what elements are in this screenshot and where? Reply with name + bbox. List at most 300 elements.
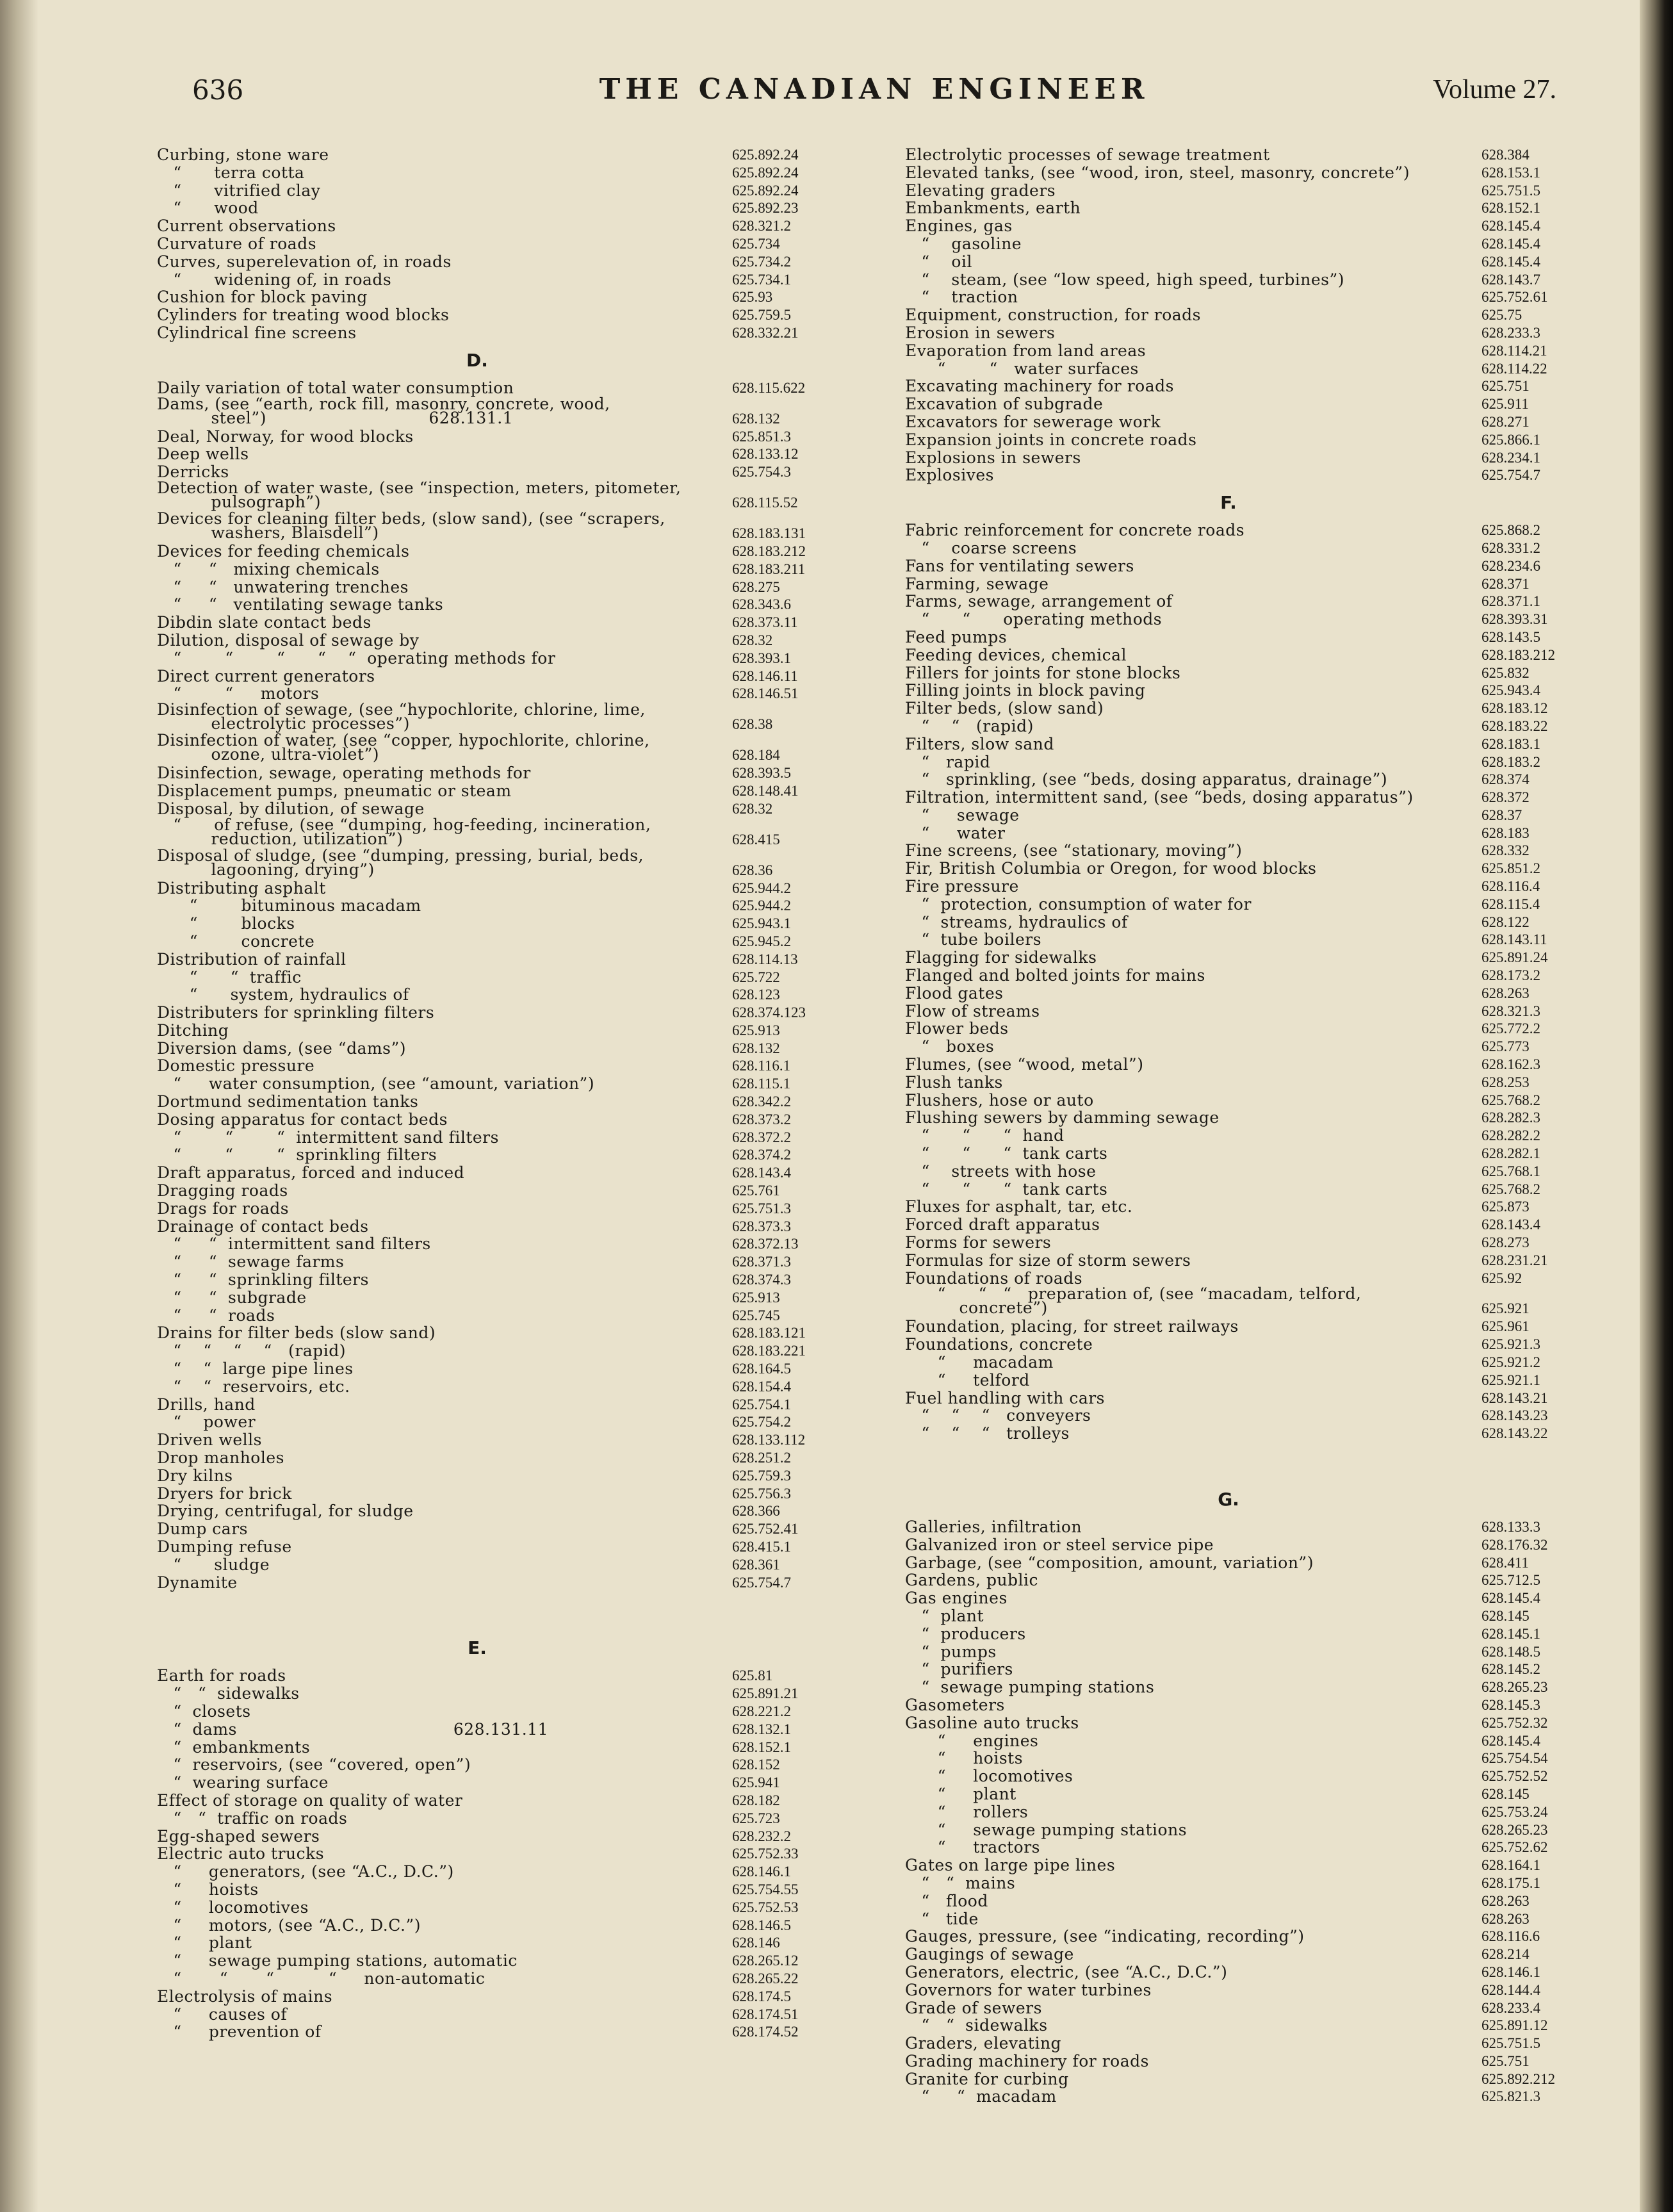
classification-number: 628.263 xyxy=(1481,1910,1530,1927)
index-entry xyxy=(157,1413,797,1431)
index-entry-text: “ “ subgrade xyxy=(157,1288,307,1307)
index-entry-text: “ streets with hose xyxy=(905,1161,1097,1181)
classification-number: 625.941 xyxy=(732,1774,780,1791)
classification-number: 628.174.52 xyxy=(732,2024,799,2040)
index-entry-text: Flushers, hose or auto xyxy=(905,1090,1094,1110)
classification-number: 628.174.51 xyxy=(732,2006,799,2022)
index-column-left xyxy=(157,145,806,2042)
index-entry xyxy=(905,2088,1552,2106)
index-entry xyxy=(905,146,1552,164)
index-entry xyxy=(157,1970,797,1988)
classification-number: 625.734.2 xyxy=(732,253,791,270)
classification-number: 628.145.3 xyxy=(1481,1696,1540,1713)
index-entry-text: Foundations of roads xyxy=(905,1268,1083,1288)
classification-number: 628.265.23 xyxy=(1481,1821,1548,1838)
index-entry xyxy=(905,878,1552,896)
classification-number: 628.162.3 xyxy=(1481,1056,1540,1073)
classification-number: 628.183.22 xyxy=(1481,717,1548,734)
classification-number: 628.372.13 xyxy=(732,1236,799,1252)
index-entry xyxy=(157,1200,797,1218)
index-entry xyxy=(157,1739,797,1757)
classification-number: 628.148.5 xyxy=(1481,1643,1540,1660)
classification-number: 628.253 xyxy=(1481,1074,1530,1090)
index-entry-text: Flushing sewers by damming sewage xyxy=(905,1108,1220,1127)
index-entry-text: Foundations, concrete xyxy=(905,1335,1093,1354)
index-entry xyxy=(157,1040,797,1058)
classification-number: 628.373.3 xyxy=(732,1218,791,1234)
index-entry xyxy=(905,860,1552,878)
index-entry xyxy=(905,913,1552,931)
index-entry xyxy=(905,1732,1552,1750)
classification-number: 628.115.4 xyxy=(1481,896,1540,912)
classification-number: 625.754.2 xyxy=(732,1414,791,1430)
index-entry xyxy=(157,650,797,668)
index-entry-text: “ “ operating methods xyxy=(905,610,1163,629)
classification-number: 628.184 xyxy=(732,747,780,764)
index-entry xyxy=(905,1092,1552,1110)
classification-number: 628.143.5 xyxy=(1481,628,1540,645)
classification-number: 625.751 xyxy=(1481,2052,1530,2069)
index-entry xyxy=(905,1714,1552,1732)
index-entry xyxy=(157,217,797,235)
classification-number: 628.182 xyxy=(732,1792,780,1808)
index-entry-text: “ tractors xyxy=(905,1838,1040,1857)
index-entry xyxy=(905,342,1552,360)
classification-number: 628.374.3 xyxy=(732,1272,791,1288)
index-entry xyxy=(905,1803,1552,1821)
index-entry-text: “ rollers xyxy=(905,1802,1029,1821)
index-entry-text: Current observations xyxy=(157,217,336,236)
index-entry xyxy=(905,1767,1552,1785)
index-entry-text: “ reservoirs, (see “covered, open”) xyxy=(157,1755,471,1774)
index-entry xyxy=(157,1556,797,1574)
index-entry-text: “ “ water surfaces xyxy=(905,359,1139,378)
index-entry xyxy=(157,1235,797,1253)
index-entry-text: “ “ unwatering trenches xyxy=(157,577,409,596)
index-entry-text: Fluxes for asphalt, tar, etc. xyxy=(905,1197,1133,1217)
index-entry-text: Flanged and bolted joints for mains xyxy=(905,966,1205,985)
classification-number: 625.752.53 xyxy=(732,1899,799,1915)
index-entry-text: “ flood xyxy=(905,1891,988,1910)
classification-number: 628.282.1 xyxy=(1481,1145,1540,1162)
index-entry xyxy=(157,1430,806,1450)
classification-number: 628.343.6 xyxy=(732,596,791,613)
index-entry xyxy=(157,915,797,933)
index-column-right xyxy=(905,145,1555,2106)
index-entry xyxy=(157,271,797,289)
classification-number: 625.943.1 xyxy=(732,915,791,932)
index-entry-text: Curves, superelevation of, in roads xyxy=(157,252,452,271)
classification-number: 628.374.2 xyxy=(732,1147,791,1163)
classification-number: 628.143.21 xyxy=(1481,1389,1548,1406)
index-entry-text: “ “ mixing chemicals xyxy=(157,559,380,578)
index-entry-text: “ coarse screens xyxy=(905,538,1077,557)
index-entry-text: Gaugings of sewage xyxy=(905,1945,1074,1964)
section-letter-heading: D. xyxy=(466,349,488,371)
index-entry xyxy=(905,1318,1552,1336)
index-entry xyxy=(905,1284,1552,1318)
classification-number: 628.133.112 xyxy=(732,1432,806,1448)
index-entry-text: “ sprinkling, (see “beds, dosing apparatus, drainage”) xyxy=(905,770,1388,789)
classification-number: 625.913 xyxy=(732,1289,780,1306)
index-entry xyxy=(905,575,1552,593)
classification-number: 628.115.1 xyxy=(732,1076,791,1092)
index-entry-text: Formulas for size of storm sewers xyxy=(905,1250,1191,1270)
classification-number: 628.371 xyxy=(1481,575,1530,592)
classification-number: 628.154.4 xyxy=(732,1378,791,1395)
classification-number: 625.93 xyxy=(732,289,773,306)
index-entry-text: “ gasoline xyxy=(905,234,1022,253)
classification-number: 628.145.4 xyxy=(1481,1590,1540,1607)
page-header xyxy=(192,69,1556,114)
classification-number: 628.132 xyxy=(732,410,780,427)
index-entry-text: Flumes, (see “wood, metal”) xyxy=(905,1055,1144,1074)
index-entry-text: Excavating machinery for roads xyxy=(905,377,1174,396)
index-entry xyxy=(905,539,1552,557)
index-entry-text: “ “ “ intermittent sand filters xyxy=(157,1127,499,1147)
index-entry xyxy=(157,733,797,764)
index-entry-text: Direct current generators xyxy=(157,666,375,685)
index-entry-text: “ purifiers xyxy=(905,1660,1013,1679)
index-entry xyxy=(157,1360,797,1378)
index-entry-text: “ sewage xyxy=(905,805,1020,824)
index-entry xyxy=(905,1839,1552,1856)
classification-number: 628.143.4 xyxy=(732,1165,791,1181)
section-gap xyxy=(157,1591,797,1630)
index-entry xyxy=(157,1721,797,1739)
classification-number: 628.143.11 xyxy=(1481,931,1547,948)
index-entry-text: Earth for roads xyxy=(157,1666,286,1685)
index-entry xyxy=(157,445,797,463)
classification-number: 625.851.2 xyxy=(1481,860,1540,877)
index-entry-text: “ “ “ “ “ operating methods for xyxy=(157,648,556,668)
index-entry-text: Dry kilns xyxy=(157,1466,233,1485)
index-entry-text: “ hoists xyxy=(905,1749,1024,1768)
index-entry xyxy=(905,700,1552,717)
classification-number: 628.366 xyxy=(732,1503,780,1520)
classification-number: 628.282.2 xyxy=(1481,1127,1540,1144)
index-entry xyxy=(157,428,797,446)
classification-number: 628.183.212 xyxy=(732,543,806,559)
classification-number: 628.321.2 xyxy=(732,218,791,234)
index-entry-text: Granite for curbing xyxy=(905,2069,1069,2088)
index-entry-text: “ “ “ conveyers xyxy=(905,1406,1091,1425)
index-entry-text: “ “ intermittent sand filters xyxy=(157,1234,431,1254)
index-entry xyxy=(157,1289,797,1307)
index-entry xyxy=(905,967,1552,985)
classification-number: 628.123 xyxy=(732,987,780,1003)
index-entry-text: “ plant xyxy=(905,1606,984,1625)
classification-number: 628.361 xyxy=(732,1556,780,1573)
classification-number: 628.214 xyxy=(1481,1946,1530,1963)
index-entry xyxy=(157,1022,797,1040)
index-entry-text: Dosing apparatus for contact beds xyxy=(157,1110,448,1129)
classification-number: 628.282.3 xyxy=(1481,1110,1540,1126)
index-entry xyxy=(157,182,797,200)
index-entry xyxy=(157,969,797,987)
index-entry xyxy=(157,1845,797,1863)
classification-number: 625.892.23 xyxy=(732,200,799,217)
index-entry xyxy=(905,1678,1552,1696)
classification-number: 628.265.22 xyxy=(732,1970,799,1987)
index-entry-text: “ steam, (see “low speed, high speed, turbines”) xyxy=(905,270,1345,289)
index-entry-text: Devices for feeding chemicals xyxy=(157,541,410,561)
index-entry-text: “ “ “ preparation of, (see “macadam, telford, concrete”) xyxy=(937,1284,1362,1318)
index-entry-text: Garbage, (see “composition, amount, variation”) xyxy=(905,1553,1314,1572)
classification-number: 628.114.22 xyxy=(1481,360,1547,377)
index-entry-text: Disposal of sludge, (see “dumping, pressing, burial, beds, lagooning, drying”) xyxy=(157,846,644,879)
classification-number: 625.752.41 xyxy=(732,1521,799,1537)
index-entry xyxy=(905,377,1552,395)
section-letter-heading: E. xyxy=(468,1637,487,1659)
classification-number: 628.372.2 xyxy=(732,1129,791,1145)
index-entry xyxy=(905,431,1552,449)
classification-number: 625.892.24 xyxy=(732,164,799,181)
index-entry-text: Foundation, placing, for street railways xyxy=(905,1317,1239,1336)
index-entry xyxy=(157,596,797,614)
index-entry xyxy=(905,664,1552,682)
classification-number: 628.263 xyxy=(1481,1892,1530,1909)
index-entry xyxy=(157,1378,797,1396)
classification-number: 628.183.211 xyxy=(732,561,806,577)
index-entry xyxy=(905,896,1552,913)
classification-number: 628.133.3 xyxy=(1481,1518,1540,1535)
classification-number: 628.332.21 xyxy=(732,324,799,341)
index-entry xyxy=(157,164,797,182)
index-entry-text: “ system, hydraulics of xyxy=(157,985,409,1004)
classification-number: 628.114.13 xyxy=(732,951,798,967)
classification-number: 625.754.1 xyxy=(732,1396,791,1413)
classification-number: 628.164.5 xyxy=(732,1361,791,1377)
index-entry-text: Drainage of contact beds xyxy=(157,1217,369,1236)
index-entry xyxy=(157,1756,797,1774)
index-entry xyxy=(157,1396,797,1414)
index-entry-text: “ traction xyxy=(905,288,1018,307)
index-entry-text: “ widening of, in roads xyxy=(157,270,392,289)
index-entry xyxy=(157,1934,797,1952)
index-entry-text: Distributers for sprinkling filters xyxy=(157,1003,435,1022)
classification-number: 625.754.7 xyxy=(1481,467,1540,484)
classification-number: 628.183.212 xyxy=(1481,646,1555,663)
index-entry-text: “ “ sprinkling filters xyxy=(157,1270,369,1290)
index-entry-text: “ embankments xyxy=(157,1737,311,1757)
classification-number: 628.145.4 xyxy=(1481,253,1540,270)
index-entry xyxy=(157,897,797,915)
index-entry xyxy=(157,1467,797,1485)
index-entry xyxy=(157,880,797,897)
index-entry xyxy=(905,1252,1552,1270)
index-entry xyxy=(157,933,797,951)
index-entry xyxy=(905,288,1552,306)
index-entry-text: Electrolysis of mains xyxy=(157,1987,333,2006)
index-entry xyxy=(157,1703,797,1721)
classification-number: 628.371.1 xyxy=(1481,593,1540,610)
index-entry-text: “ “ motors xyxy=(157,684,320,703)
index-entry xyxy=(905,753,1552,771)
index-entry-text: “ “ roads xyxy=(157,1306,275,1325)
index-entry xyxy=(157,1093,797,1111)
classification-number: 628.122 xyxy=(1481,913,1530,930)
index-entry xyxy=(157,1917,797,1935)
index-entry-text: “ “ ventilating sewage tanks xyxy=(157,595,444,614)
index-entry-text: Fir, British Columbia or Oregon, for wood blocks xyxy=(905,859,1317,878)
index-entry xyxy=(905,1874,1552,1892)
index-entry-text: Explosives xyxy=(905,466,994,485)
classification-number: 625.751 xyxy=(1481,378,1530,395)
index-entry-text: Deal, Norway, for wood blocks xyxy=(157,427,414,446)
classification-number: 625.944.2 xyxy=(732,880,791,896)
index-entry xyxy=(905,182,1552,200)
index-entry xyxy=(905,1607,1552,1625)
index-entry xyxy=(157,1485,797,1503)
index-entry-text: “ “ sidewalks xyxy=(905,2016,1048,2035)
classification-number: 628.114.21 xyxy=(1481,342,1547,359)
index-entry xyxy=(157,700,797,733)
index-entry xyxy=(157,1003,806,1022)
classification-number: 628.233.3 xyxy=(1481,324,1540,341)
index-entry xyxy=(905,2035,1552,2052)
index-entry-text: Feeding devices, chemical xyxy=(905,645,1127,664)
index-entry-text: “ “ traffic on roads xyxy=(157,1808,348,1828)
index-entry xyxy=(905,1856,1552,1874)
classification-number: 625.753.24 xyxy=(1481,1803,1548,1820)
classification-number: 625.751.3 xyxy=(732,1200,791,1217)
index-entry-text: Drains for filter beds (slow sand) xyxy=(157,1323,436,1343)
index-entry-text: “ sewage pumping stations xyxy=(905,1678,1155,1697)
classification-number: 625.754.3 xyxy=(732,464,791,480)
index-entry xyxy=(905,1198,1552,1216)
classification-number: 628.132.1 xyxy=(732,1721,791,1737)
index-entry xyxy=(905,1038,1552,1056)
classification-number: 628.183 xyxy=(1481,824,1530,841)
index-entry-text: “ “ (rapid) xyxy=(905,716,1034,735)
index-entry-text: Curvature of roads xyxy=(157,234,317,253)
index-entry xyxy=(905,1216,1552,1234)
classification-number: 628.332 xyxy=(1481,842,1530,859)
index-entry-text: “ closets xyxy=(157,1701,251,1721)
index-entry-text: “ engines xyxy=(905,1731,1039,1750)
index-entry-text: Excavation of subgrade xyxy=(905,395,1104,414)
index-entry xyxy=(905,1749,1552,1767)
classification-number: 625.81 xyxy=(732,1667,773,1684)
index-entry xyxy=(905,164,1552,182)
classification-number: 625.768.2 xyxy=(1481,1092,1540,1108)
classification-number: 625.891.12 xyxy=(1481,2017,1548,2034)
classification-number: 628.265.12 xyxy=(732,1953,799,1969)
index-entry-text: Galleries, infiltration xyxy=(905,1517,1082,1536)
index-entry xyxy=(157,846,797,880)
index-entry-text: “ plant xyxy=(157,1933,252,1953)
classification-number: 625.891.21 xyxy=(732,1685,799,1702)
index-entry xyxy=(157,1502,797,1520)
classification-number: 628.265.23 xyxy=(1481,1679,1548,1696)
classification-number: 628.38 xyxy=(732,716,773,733)
classification-number: 628.415 xyxy=(732,831,780,848)
classification-number: 625.945.2 xyxy=(732,933,791,949)
index-entry xyxy=(905,1821,1552,1839)
index-entry-text: “ oil xyxy=(905,252,972,271)
classification-number: 625.851.3 xyxy=(732,428,791,445)
index-entry xyxy=(157,578,797,596)
index-entry-text: Evaporation from land areas xyxy=(905,341,1147,360)
index-entry-text: “ pumps xyxy=(905,1642,997,1661)
index-entry xyxy=(157,1574,797,1592)
index-entry xyxy=(157,1323,806,1343)
index-entry-text: Draft apparatus, forced and induced xyxy=(157,1163,465,1183)
index-entry-text: Domestic pressure xyxy=(157,1056,315,1076)
index-entry xyxy=(905,610,1552,628)
classification-number: 625.921.1 xyxy=(1481,1372,1540,1388)
index-entry-text: Detection of water waste, (see “inspection, meters, pitometer, pulsograph”) xyxy=(157,478,681,511)
index-entry-text: Electric auto trucks xyxy=(157,1844,325,1864)
index-entry-text: “ macadam xyxy=(905,1353,1054,1372)
classification-number: 625.756.3 xyxy=(732,1485,791,1502)
index-entry xyxy=(157,559,806,578)
index-entry-text: Ditching xyxy=(157,1020,229,1040)
index-entry-text: “ wood xyxy=(157,199,259,218)
index-entry xyxy=(905,360,1552,378)
index-entry-text: “ water consumption, (see “amount, variation”) xyxy=(157,1074,595,1094)
classification-number: 628.144.4 xyxy=(1481,1981,1540,1998)
index-entry-text: Flow of streams xyxy=(905,1001,1040,1020)
index-entry xyxy=(905,449,1552,467)
index-entry-text: “ dams 628.131.11 xyxy=(157,1719,548,1739)
index-entry xyxy=(157,1146,797,1164)
classification-number: 625.752.32 xyxy=(1481,1714,1548,1731)
index-entry-text: Flagging for sidewalks xyxy=(905,948,1097,967)
index-entry-text: Fans for ventilating sewers xyxy=(905,556,1134,575)
classification-number: 625.745 xyxy=(732,1307,780,1323)
classification-number: 628.232.2 xyxy=(732,1828,791,1844)
index-entry xyxy=(157,1111,797,1129)
index-entry-text: Dortmund sedimentation tanks xyxy=(157,1092,419,1111)
index-entry xyxy=(905,235,1552,253)
classification-number: 628.115.622 xyxy=(732,379,806,396)
index-entry xyxy=(905,771,1552,789)
index-entry xyxy=(905,557,1552,575)
index-entry-text: “ concrete xyxy=(157,931,315,951)
index-entry xyxy=(905,217,1552,235)
index-entry-text: Disinfection, sewage, operating methods for xyxy=(157,764,531,783)
classification-number: 628.145.2 xyxy=(1481,1661,1540,1678)
index-entry xyxy=(905,1003,1552,1020)
classification-number: 628.146.1 xyxy=(732,1864,791,1880)
index-entry-text: Drills, hand xyxy=(157,1395,256,1414)
index-entry-text: Distribution of rainfall xyxy=(157,949,347,969)
index-entry-text: Flower beds xyxy=(905,1019,1009,1038)
index-entry xyxy=(157,668,797,685)
index-entry-text: Daily variation of total water consumption xyxy=(157,378,514,397)
section-letter-heading: F. xyxy=(1220,492,1237,514)
index-entry-text: Elevating graders xyxy=(905,181,1056,200)
index-entry xyxy=(905,1518,1552,1536)
index-entry-text: Drop manholes xyxy=(157,1448,284,1468)
index-entry-text: Excavators for sewerage work xyxy=(905,412,1161,431)
index-entry-text: “ “ sidewalks xyxy=(157,1684,300,1703)
index-entry xyxy=(905,2052,1552,2070)
classification-number: 628.373.11 xyxy=(732,614,798,631)
index-entry-text: “ “ reservoirs, etc. xyxy=(157,1377,350,1396)
index-entry xyxy=(905,717,1552,735)
classification-number: 625.751.5 xyxy=(1481,182,1540,199)
classification-number: 625.754.7 xyxy=(732,1574,791,1591)
classification-number: 628.183.131 xyxy=(732,525,806,541)
index-entry-text: “ vitrified clay xyxy=(157,181,321,200)
index-entry-text: Engines, gas xyxy=(905,217,1013,236)
classification-number: 625.943.4 xyxy=(1481,682,1540,699)
index-entry-text: Governors for water turbines xyxy=(905,1980,1152,1999)
page-edge-shadow xyxy=(1640,0,1673,2212)
